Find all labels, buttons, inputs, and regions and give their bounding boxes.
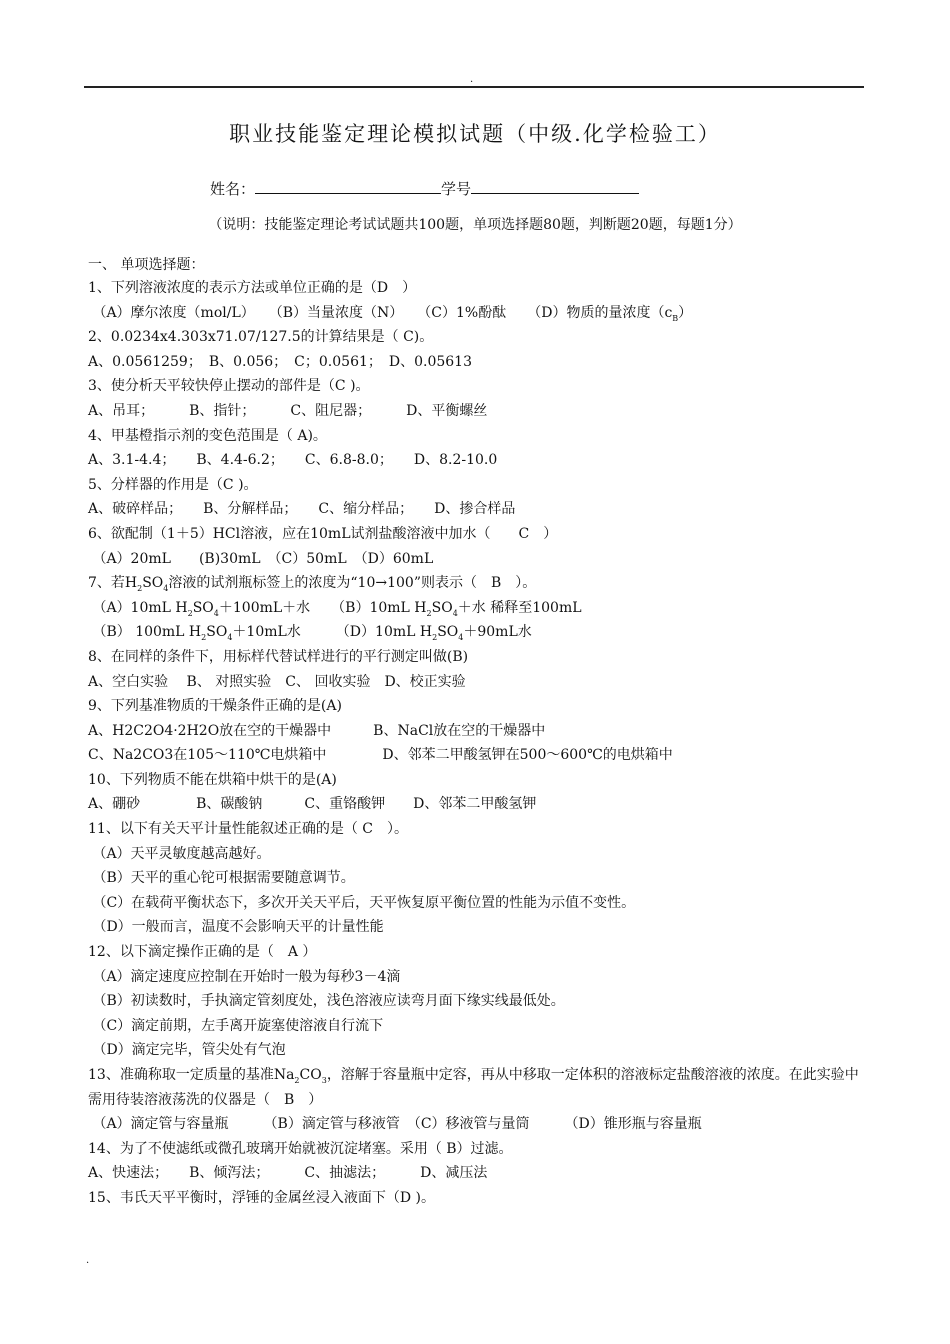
option-line: （D）一般而言，温度不会影响天平的计量性能 [88, 919, 384, 936]
option-line: （A）摩尔浓度（mol/L） （B）当量浓度（N） （C）1%酚酞 （D）物质的量浓度$(c_B)$ [88, 304, 693, 323]
page-title: 职业技能鉴定理论模拟试题（中级.化学检验工） [229, 122, 721, 146]
question-line: 15、韦氏天平平衡时，浮锤的金属丝浸入液面下（D )。 [88, 1189, 435, 1206]
option-line: （A）天平灵敏度越高越好。 [88, 845, 271, 862]
option-line: （D）滴定完毕，管尖处有气泡 [88, 1042, 286, 1059]
option-line: （B） 100mL $H_2SO_4+10mL$水 （D）10mL $H_2SO_4+90mL$水 [88, 624, 532, 643]
option-line: （C）滴定前期，左手离开旋塞使溶液自行流下 [88, 1017, 384, 1034]
header-rule [84, 86, 864, 88]
option-line: A、H2C2O4·2H2O放在空的干燥器中 B、NaCl放在空的干燥器中 [88, 722, 546, 739]
question-line: 2、0.0234x4.303x71.07/127.5的计算结果是（ C)。 [88, 329, 434, 346]
question-line: 13、准确称取一定质量的基准$Na_2CO_3$，溶解于容量瓶中定容，再从中移取一定体积的溶液标定盐酸溶液的浓度。在此实验中需用待装溶液荡洗的仪器是（ B ） [88, 1067, 859, 1108]
question-line: 1、下列溶液浓度的表示方法或单位正确的是（D ） [88, 280, 417, 296]
question-line: 14、为了不使滤纸或微孔玻璃开始就被沉淀堵塞。采用（ B）过滤。 [88, 1140, 513, 1157]
option-line: （A）滴定管与容量瓶 （B）滴定管与移液管 （C）移液管与量筒 （D）锥形瓶与容量瓶 [88, 1116, 702, 1133]
question-list [88, 276, 868, 1211]
header-dot: . [470, 74, 474, 85]
name-label: 姓名： [210, 180, 256, 198]
option-line: （C）在载荷平衡状态下，多次开关天平后，天平恢复原平衡位置的性能为示值不变性。 [88, 894, 636, 911]
option-line: （A）滴定速度应控制在开始时一般为每秒3－4滴 [88, 968, 401, 985]
option-line: A、硼砂 B、碳酸钠 C、重铬酸钾 D、邻苯二甲酸氢钾 [88, 796, 537, 813]
option-line: A、3.1-4.4； B、4.4-6.2； C、6.8-8.0； D、8.2-10.0 [88, 452, 498, 469]
student-id-label: 学号 [441, 180, 472, 198]
question-line: 3、使分析天平较快停止摆动的部件是（C )。 [88, 378, 370, 395]
option-line: A、破碎样品； B、分解样品； C、缩分样品； D、掺合样品 [88, 501, 516, 518]
option-line: C、Na2CO3在105～110℃电烘箱中 D、邻苯二甲酸氢钾在500～600℃的电烘箱中 [88, 747, 673, 764]
student-id-blank [471, 177, 639, 194]
question-line: 12、以下滴定操作正确的是（ A ） [88, 944, 317, 961]
option-line: A、0.0561259； B、0.056； C；0.0561； D、0.05613 [88, 353, 473, 370]
question-line: 11、以下有关天平计量性能叙述正确的是（ C ）。 [88, 821, 408, 838]
question-line: 5、分样器的作用是（C )。 [88, 476, 258, 493]
question-line: 6、欲配制（1＋5）HCl溶液，应在10mL试剂盐酸溶液中加水（ C ） [88, 525, 558, 542]
option-line: （A）10mL $H_2SO_4+100mL+$水 （B）10mL $H_2SO_4+$水 稀释至100mL [88, 599, 582, 618]
question-line: 4、甲基橙指示剂的变色范围是（ A)。 [88, 427, 327, 444]
question-line: 9、下列基准物质的干燥条件正确的是(A) [88, 698, 342, 715]
footer-dot: . [86, 1255, 90, 1266]
exam-description: （说明：技能鉴定理论考试试题共100题，单项选择题80题，判断题20题，每题1分） [208, 217, 742, 233]
option-line: A、快速法； B、倾泻法； C、抽滤法； D、减压法 [88, 1165, 488, 1182]
option-line: A、空白实验 B、 对照实验 C、 回收实验 D、校正实验 [88, 673, 466, 690]
student-info-row [210, 177, 639, 199]
option-line: A、吊耳； B、指针； C、阻尼器； D、平衡螺丝 [88, 402, 488, 419]
question-line: 8、在同样的条件下，用标样代替试样进行的平行测定叫做(B) [88, 648, 469, 665]
option-line: （B）初读数时，手执滴定管刻度处，浅色溶液应读弯月面下缘实线最低处。 [88, 993, 565, 1010]
section-title: 一、 单项选择题： [88, 257, 205, 273]
question-line: 7、若$H_2SO_4$溶液的试剂瓶标签上的浓度为“10→100”则表示（ B ）。 [88, 575, 537, 594]
question-line: 10、下列物质不能在烘箱中烘干的是(A) [88, 771, 337, 788]
name-blank [255, 177, 441, 194]
option-line: （A）20mL (B)30mL （C）50mL （D）60mL [88, 550, 434, 567]
option-line: （B）天平的重心铊可根据需要随意调节。 [88, 870, 355, 887]
